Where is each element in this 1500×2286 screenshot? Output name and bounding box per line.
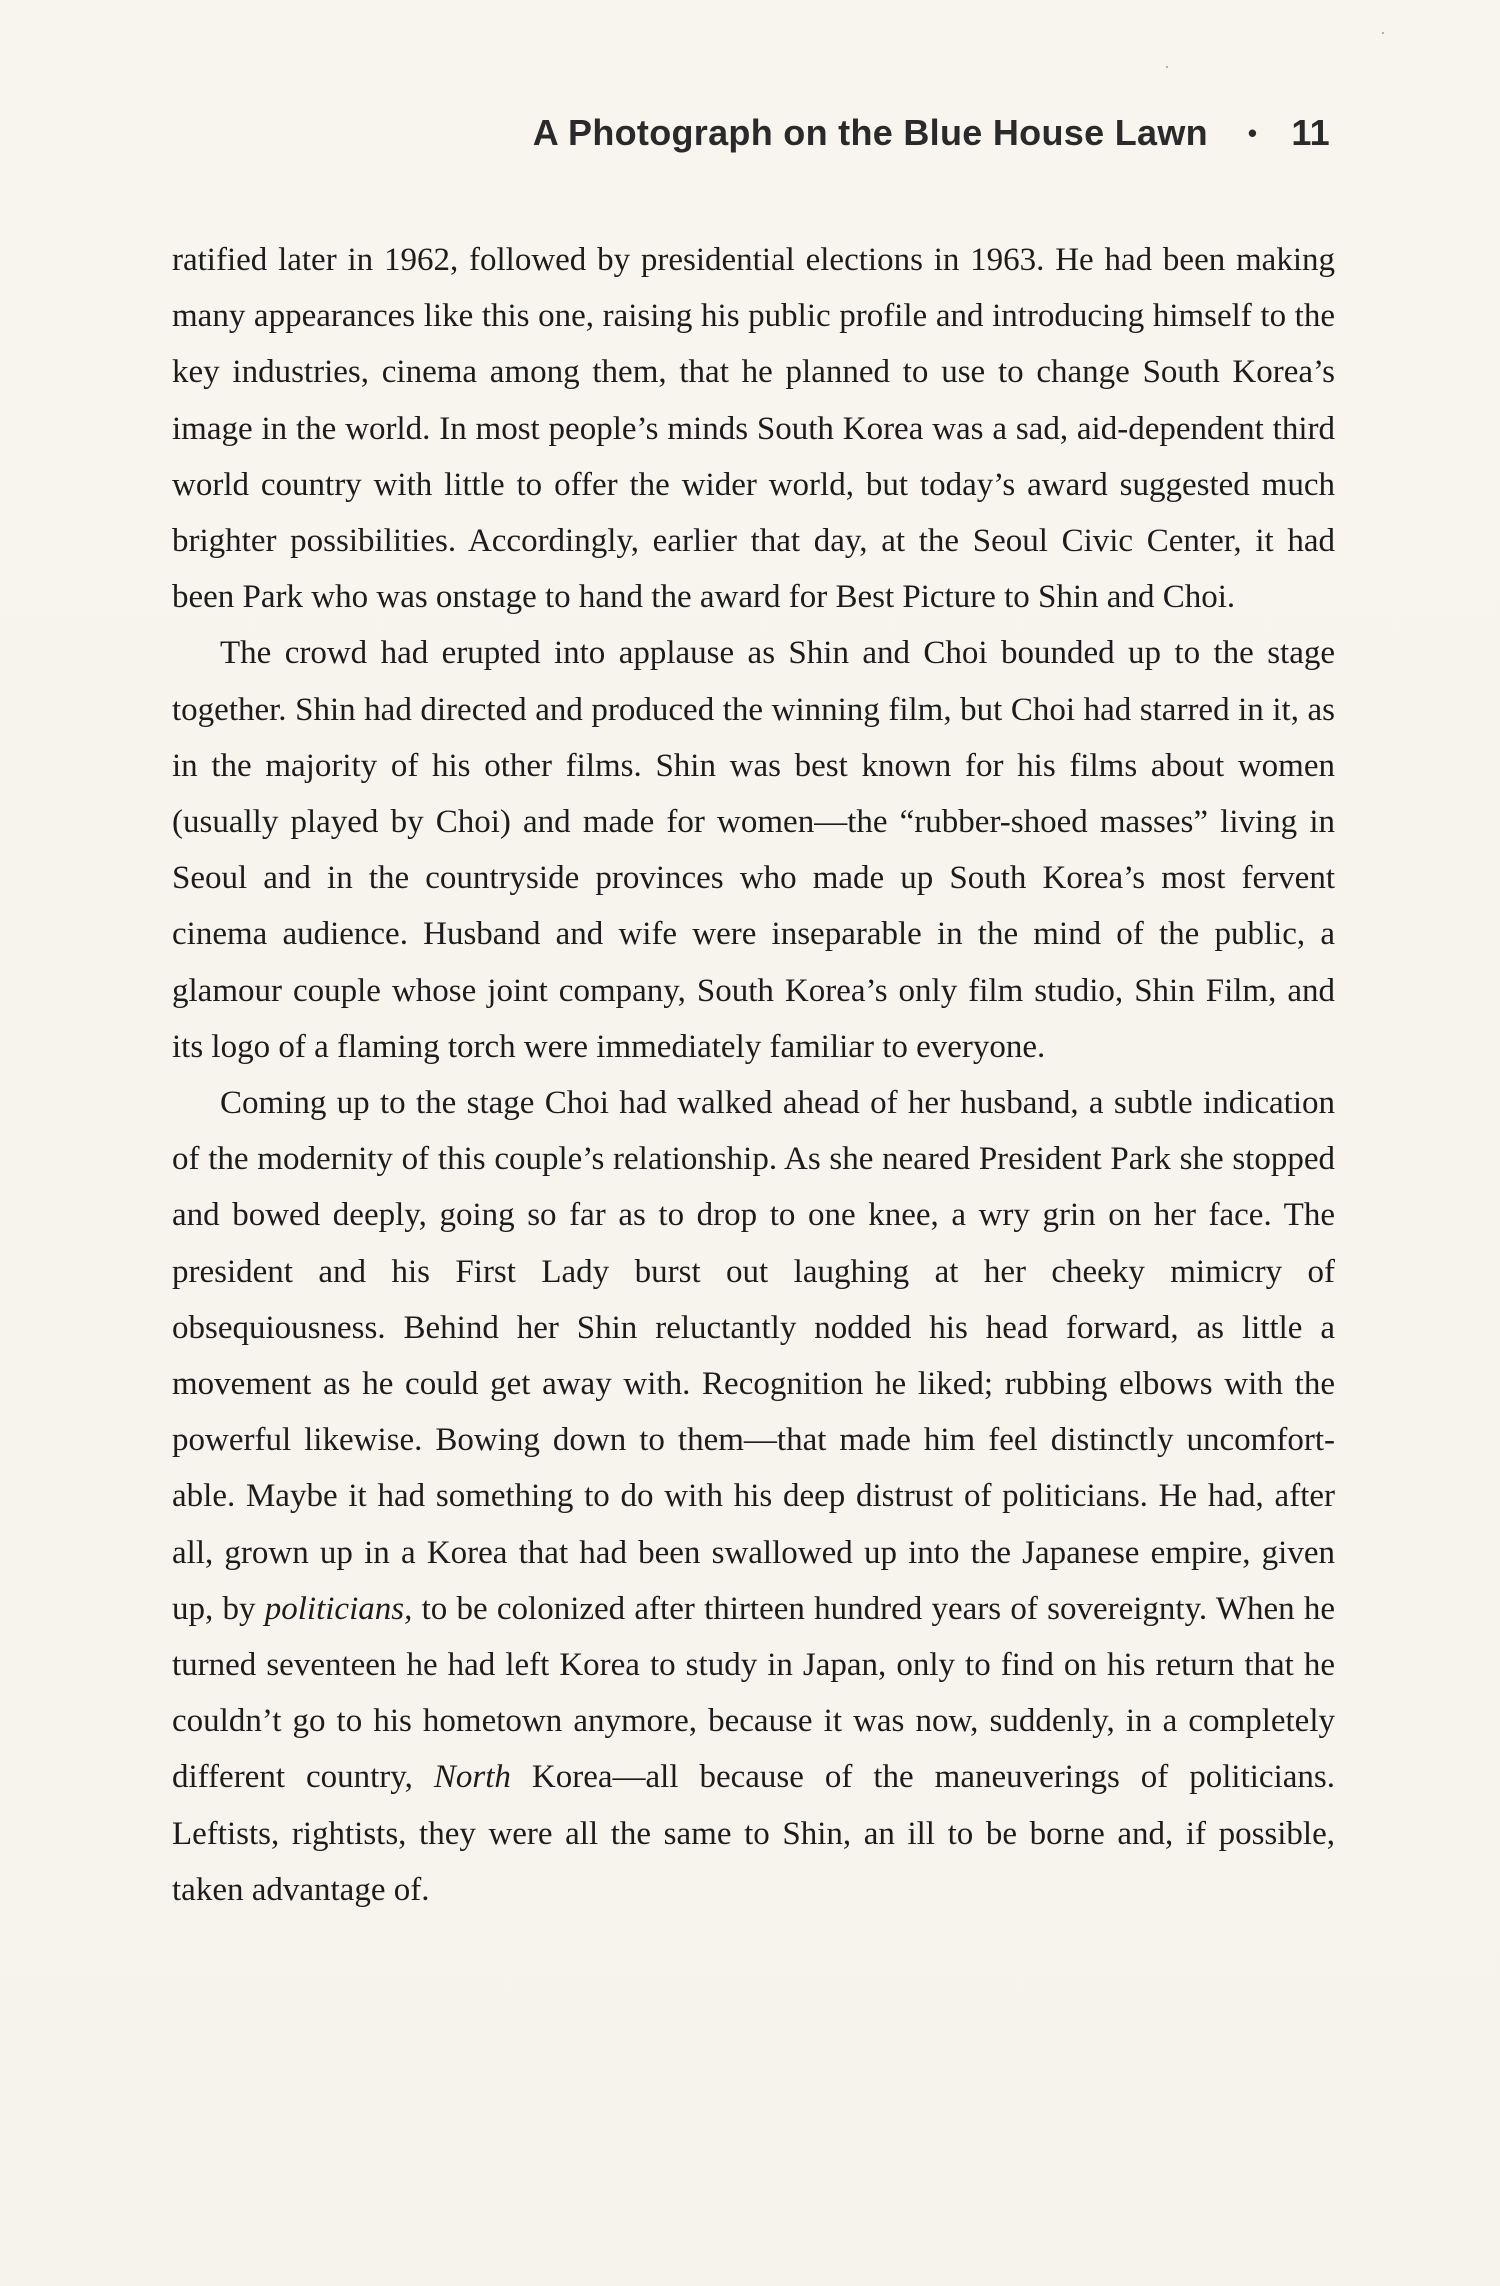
- italic-text: North: [433, 1759, 511, 1796]
- body-text: [172, 232, 1335, 1918]
- text-run: Korea—all because of the maneuverings of politicians. Leftists, rightists, they were all the same to Shin, an ill to be borne and, if possible, taken advantage of.: [172, 1759, 1335, 1908]
- paragraph-1: [172, 232, 1335, 625]
- running-head: [533, 112, 1330, 154]
- paragraph-2: [172, 625, 1335, 1075]
- running-title: A Photograph on the Blue House Lawn: [532, 112, 1208, 153]
- italic-text: politicians,: [264, 1590, 413, 1627]
- paragraph-3: [172, 1075, 1335, 1918]
- paper-speck: [1382, 32, 1384, 34]
- text-run: ratified later in 1962, followed by presidential elections in 1963. He had been making many appearances like this one, raising his public profile and introducing himself to the key industries, cinema among them, that he planned to use to change South Korea’s image in the world. In most people’s minds South Korea was a sad, aid-dependent third world country with little to offer the wider world, but today’s award suggested much brighter possibilities. Accordingly, earlier that day, at the Seoul Civic Center, it had been Park who was onstage to hand the award for Best Picture to Shin and Choi.: [172, 242, 1335, 616]
- separator-bullet: •: [1247, 118, 1258, 148]
- text-run: Coming up to the stage Choi had walked ahead of her husband, a subtle indication of the modernity of this couple’s relationship. As she neared President Park she stopped and bowed deeply, going so far as to drop to one knee, a wry grin on her face. The president and his First Lady burst out laughing at her cheeky mimicry of obsequiousness. Behind her Shin reluctantly nodded his head forward, as little a movement as he could get away with. Recognition he liked; rubbing elbows with the powerful likewise. Bowing down to them—that made him feel distinctly uncomfortable. Maybe it had something to do with his deep distrust of politicians. He had, after all, grown up in a Korea that had been swallowed up into the Japanese empire, given up, by: [172, 1085, 1335, 1627]
- text-run: to be colonized after thirteen hundred years of sovereignty. When he turned seventeen he had left Korea to study in Japan, only to find on his return that he couldn’t go to his hometown anymore, because it was now, suddenly, in a completely different country,: [172, 1590, 1336, 1796]
- page-number: 11: [1291, 112, 1330, 153]
- paper-speck: [1166, 66, 1168, 68]
- text-run: The crowd had erupted into applause as Shin and Choi bounded up to the stage together. Shin had directed and produced the winning film, but Choi had starred in it, as in the majority of his other films. Shin was best known for his films about women (usually played by Choi) and made for women—the “rubber-shoed masses” living in Seoul and in the countryside provinces who made up South Korea’s most fervent cinema audience. Husband and wife were inseparable in the mind of the public, a glamour couple whose joint company, South Korea’s only film studio, Shin Film, and its logo of a flaming torch were immediately familiar to everyone.: [172, 635, 1335, 1065]
